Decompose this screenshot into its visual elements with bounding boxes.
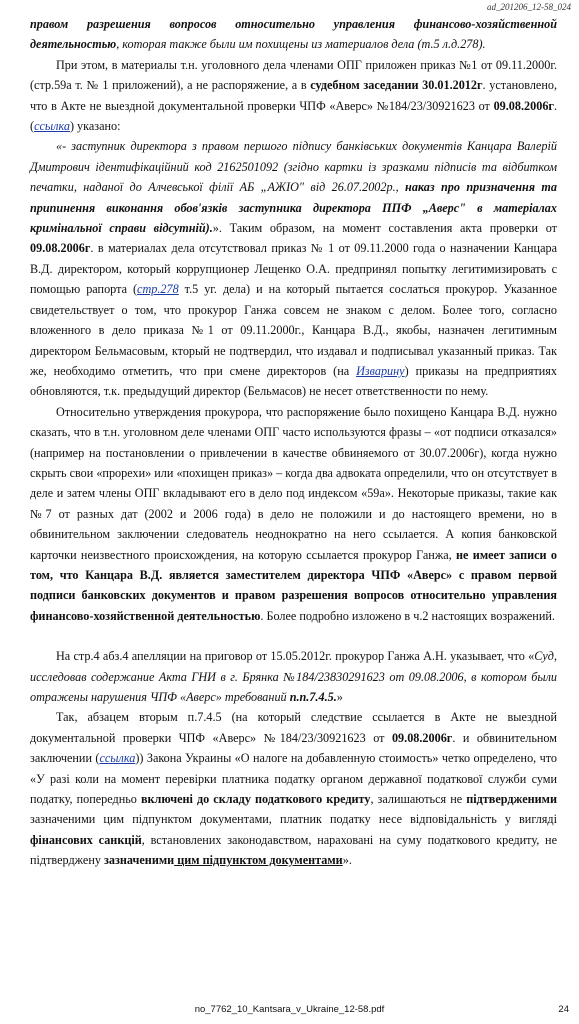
emphasis-text: включені до складу податкового кредиту (140, 792, 371, 807)
paragraph-1 (30, 14, 557, 55)
paragraph-3-quote (30, 136, 557, 401)
paragraph-2 (30, 55, 557, 137)
footer-filename: no_7762_10_Kantsara_v_Ukraine_12-58.pdf (194, 1004, 385, 1015)
reference-link[interactable]: ссылка (99, 751, 136, 766)
paragraph-6 (30, 707, 557, 870)
text-segment: На стр.4 абз.4 апелляции на приговор от 15.05.2012г. прокурор Ганжа А.Н. указывает, что « (56, 649, 535, 664)
text-segment: . Более подробно изложено в ч.2 настоящих возражений. (260, 608, 555, 623)
date-text: 09.08.2006г (30, 241, 91, 256)
emphasis-text: п.п.7.4.5. (289, 690, 337, 704)
text-segment: т.5 уг. дела) и на который пытается сослаться прокурор. Указанное свидетельствует о том, что прокурор Ганжа совсем не знаком с делом. Более того, согласно вложенного в дело приказа №1 от 09.11.2000г., Канцара В.Д., якобы, назначен легитимным директором Бельмасовым, кторый не подтвердил, что издавал и подписывал указанный приказ. Так же, необходимо отметить, что при смене директоров (на (30, 282, 558, 378)
paragraph-5 (30, 646, 557, 707)
text-segment: зазначеними цим підпунктом документами, платник податку несе відповідальність у вигляді (30, 812, 557, 827)
page-reference-link[interactable]: стр.278 (137, 282, 179, 297)
quoted-text: Суд, исследовав содержание Акта ГНИ в г. Брянка №184/23830291623 от 09.08.2006, в котором были отражены нарушения ЧПФ «Аверс» требований (30, 649, 557, 704)
document-body (30, 14, 557, 871)
date-text: 09.08.2006г (391, 730, 453, 745)
document-id: ad_201206_12-58_024 (487, 2, 571, 12)
text-segment: . ( (30, 98, 557, 134)
text-segment: , встановлених законодавством, нараховані на суму податкового кредиту, не підтверджену (30, 832, 557, 868)
text-segment: . и обвинительном заключении ( (30, 730, 557, 766)
text-segment: , залишаються не (370, 792, 467, 807)
text-segment: При этом, в материалы т.н. уголовного дела членами ОПГ приложен приказ №1 от 09.11.2000г. (стр.59а т. № 1 приложений), а не распоряжение, а в (30, 57, 557, 93)
text-segment: . в материалах дела отсутствовал приказ № 1 от 09.11.2000 года о назначении Канцара В.Д. директором, который коррупционер Лещенко О.А. предпринял попытку легитимизировать с помощью рапорта ( (30, 241, 557, 297)
text-segment: ». Таким образом, на момент составления акта проверки от (212, 221, 557, 236)
emphasis-text: судебном заседании 30.01.2012г (310, 78, 483, 93)
emphasis-text: підтвердженими (466, 792, 557, 807)
text-segment: ». (342, 853, 352, 868)
page-number: 24 (558, 1004, 569, 1015)
reference-link[interactable]: ссылка (34, 119, 70, 134)
text-segment: . установлено, что в Акте не выездной документальной проверки ЧПФ «Аверс» №184/23/30921623 от (30, 78, 557, 113)
text-segment: ) приказы на предприятиях обновляются, т.к. предыдущий директор (Бельмасов) не несет ответственности по нему. (30, 363, 557, 399)
text-segment: Так, абзацем вторым п.7.4.5 (на который следствие ссылается в Акте не выездной документальной проверки ЧПФ «Аверс» №184/23/30921623 от (30, 710, 557, 745)
text-segment: ) указано: (69, 119, 121, 134)
underlined-text: цим підпунктом документами (174, 853, 343, 868)
text-segment: Относительно утверждения прокурора, что распоряжение было похищено Канцара В.Д. нужно сказать, что в т.н. уголовном деле членами ОПГ часто используются фразы – «от подписи отказался» (например на постановлении о привлечении в качестве обвиняемого от 30.07.2006г), когда нужно скрыть свои «прорехи» или «похищен приказ» – когда два адвоката определили, что он отсутствует в деле и затем члены ОПГ вкладывают его в дело под индексом «59а». Некоторые приказы, такие как №7 от разных дат (2002 и 2006 года) в дело не положили и до настоящего времени, но в обвинительном заключении следователь неоднократно на него ссылается. А копия банковской карточки неизвестного происхождения, на которую ссылается прокурор Ганжа, (30, 404, 557, 562)
emphasis-text: не имеет записи о том, что Канцара В.Д. является заместителем директора ЧПФ «Аверс» с правом первой подписи банковских документов и правом разрешения вопросов относительно управления финансово-хозяйственной деятельностью (30, 547, 557, 623)
text-segment: » (336, 690, 343, 704)
emphasis-text: фінансових санкцій (30, 832, 142, 847)
text-segment: , которая также были им похищены из материалов дела (т.5 л.д.278). (116, 37, 486, 52)
quoted-text: «- заступник директора з правом першого підпису банківських документів Канцара Валерій Дмитрович ідентифікаційний код 2162501092 (згідно картки із зразками підписів та відбитком печатки, наданої до Алчевської філії АБ „АЖІО" від 26.07.2002р., (30, 139, 557, 195)
emphasis-text: правом разрешения вопросов относительно управления финансово-хозяйственной деятельностью (30, 17, 557, 52)
paragraph-4 (30, 402, 557, 626)
emphasis-text: наказ про призначення та припинення виконання обов'язків заступника директора ППФ „Аверс" в матеріалах кримінальної справи відсутній). (30, 180, 558, 236)
date-text: 09.08.2006г (493, 98, 554, 113)
emphasis-text: зазначеними (104, 853, 175, 868)
name-reference-link[interactable]: Изварину (356, 363, 405, 378)
text-segment: )) Закона Украины «О налоге на добавленную стоимость» четко определено, что «У разі коли на момент перевірки платника податку органом державної податкової служби суми податку, попередньо (30, 751, 558, 807)
